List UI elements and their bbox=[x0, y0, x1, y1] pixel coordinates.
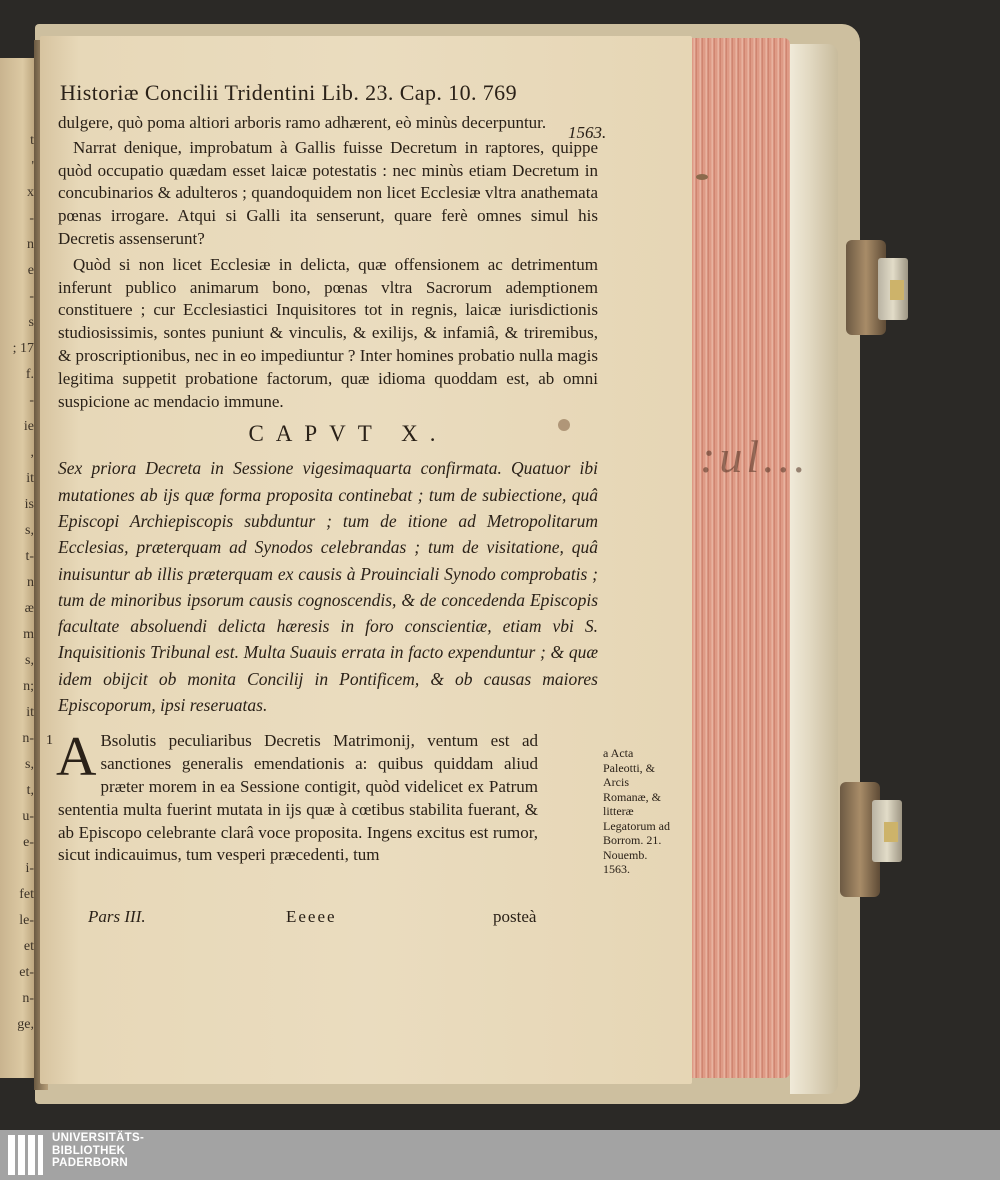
left-page-text-fragments bbox=[0, 58, 38, 1078]
left-page-fragment: n; bbox=[23, 679, 34, 694]
body-paragraph: Bsolutis peculiaribus Decretis Matrimonij, ventum est ad sanctiones generalis emendationis a: quibus quiddam aliud præter morem in ea Sessione contigit, quòd videlicet ex Patrum sententia multa fuerint mutata in ijs quæ à cœtibus stabilita fuerant, & ab Episcopo celebrante clarâ voce proposita. Ingens excitus est rumor, sicut indicauimus, tum vesperi præcedenti, tum bbox=[58, 731, 538, 865]
left-page-fragment: e bbox=[27, 263, 34, 278]
left-page-fragment: it bbox=[26, 471, 34, 486]
catchword: posteà bbox=[493, 907, 537, 926]
left-page-fragment: s bbox=[28, 315, 34, 330]
left-page-fragment: t- bbox=[25, 549, 34, 564]
margin-note: a Acta Paleotti, & Arcis Romanæ, & litteræ Legatorum ad Borrom. 21. Nouemb. 1563. bbox=[603, 746, 670, 877]
left-page-fragment: , bbox=[30, 445, 34, 460]
left-page-fragment: - bbox=[29, 289, 34, 304]
left-page-fragment: e- bbox=[23, 835, 34, 850]
left-page-fragment: fet bbox=[19, 887, 34, 902]
left-page-fragment: t, bbox=[26, 783, 34, 798]
left-page-fragment: s, bbox=[25, 653, 34, 668]
left-page-fragment: et bbox=[23, 939, 34, 954]
lower-clasp bbox=[840, 782, 880, 897]
left-page-fragment: i- bbox=[25, 861, 34, 876]
left-page-fragment: s, bbox=[25, 757, 34, 772]
page-text bbox=[46, 80, 670, 877]
left-page-fragment: æ bbox=[24, 601, 34, 616]
left-page-fragment: n- bbox=[22, 991, 34, 1006]
logo-line: UNIVERSITÄTS- bbox=[52, 1132, 145, 1144]
gathering-signature: Eeeee bbox=[286, 907, 337, 926]
left-page-fragment: - bbox=[29, 393, 34, 408]
left-page-fragment: le- bbox=[19, 913, 34, 928]
left-page bbox=[0, 58, 38, 1078]
left-page-fragment: n bbox=[27, 575, 34, 590]
upper-clasp bbox=[846, 240, 886, 335]
signature-mark: Pars III. bbox=[88, 907, 146, 926]
page-fore-edge bbox=[690, 38, 790, 1078]
left-page-fragment: n bbox=[27, 237, 34, 252]
left-page-fragment: ie bbox=[23, 419, 34, 434]
margin-year: 1563. bbox=[568, 123, 607, 142]
paragraph: Narrat denique, improbatum à Gallis fuisse Decretum in raptores, quippe quòd occupatio quædam esset laicæ potestatis : nec minùs etiam Decretum in concubinarios & adulteros ; quandoquidem non licet Ecclesiæ vltra anathemata pœnas irrogare. Atqui si Galli ita senserunt, quare ferè omnes simul his Decretis assenserunt? bbox=[58, 137, 598, 248]
left-page-fragment: ge, bbox=[17, 1017, 34, 1032]
left-page-fragment: ' bbox=[31, 159, 34, 174]
paragraph: dulgere, quò poma altiori arboris ramo adhærent, eò minùs decerpuntur. bbox=[58, 113, 547, 132]
drop-capital: A bbox=[56, 726, 97, 789]
chapter-body bbox=[46, 726, 670, 877]
logo-line: BIBLIOTHEK bbox=[52, 1144, 126, 1157]
left-page-fragment: it bbox=[26, 705, 34, 720]
logo-line: PADERBORN bbox=[52, 1157, 128, 1169]
section-number: 1 bbox=[46, 733, 53, 749]
running-header: Historiæ Concilii Tridentini Lib. 23. Cap. 10. 769 bbox=[60, 80, 517, 105]
left-page-fragment: n- bbox=[22, 731, 34, 746]
left-page-fragment: et- bbox=[19, 965, 34, 980]
left-page-fragment: - bbox=[29, 211, 34, 226]
paragraph: Quòd si non licet Ecclesiæ in delicta, quæ offensionem ac detrimentum inferunt publico animarum bono, pœnas vltra Sacrorum ademptionem constituere ; cur Ecclesiastici Inquisitores tot in regnis, laicæ iurisdictionis studiosissimis, sontes puniunt & vinculis, & exilijs, & infamiâ, & triremibus, & proscriptionibus, nec in eo impediuntur ? Inter homines probatio nulla magis legitima suppetit probatione factorum, quæ idioma quoddam est, ab omni suspicione ac mendacio immune. bbox=[58, 254, 598, 411]
library-logo-icon bbox=[6, 1133, 50, 1177]
left-page-fragment: m bbox=[23, 627, 34, 642]
left-page-fragment: s, bbox=[25, 523, 34, 538]
ink-bleed-mark: :ul... bbox=[700, 431, 810, 482]
left-page-fragment: ; 17 bbox=[12, 341, 34, 356]
left-page-fragment: t bbox=[30, 133, 34, 148]
left-page-fragment: is bbox=[24, 497, 34, 512]
left-page-fragment: u- bbox=[22, 809, 34, 824]
book-cover-edge bbox=[790, 44, 838, 1094]
left-page-fragment: x bbox=[27, 185, 34, 200]
left-page-fragment: f. bbox=[25, 367, 34, 382]
chapter-summary: Sex priora Decreta in Sessione vigesimaquarta confirmata. Quatuor ibi mutationes ab ijs quæ forma proposita continebat ; tum de subiectione, quâ Episcopi Archiepiscopis subduntur ; tum de itione ad Metropolitarum Ecclesias, præterquam ad Synodos celebrandas ; tum de visitatione, quâ inuisuntur ab illis præterquam ex causis à Prouinciali Synodo comprobatis ; tum de minoribus ipsorum causis cognoscendis, & de concedenda Episcopis facultate absoluendi delicta hæresis in foro conscientiæ, etiam vbi S. Inquisitionis Tribunal est. Multa Suauis errata in facto expenduntur ; & quæ idem obijcit ob monita Concilij in Pontificem, & ob causas maiores Episcoporum, ipsi reseruatas. bbox=[58, 458, 598, 716]
stain-mark bbox=[696, 174, 708, 180]
chapter-heading: CAPVT X. bbox=[248, 421, 448, 447]
library-banner bbox=[0, 1130, 1000, 1180]
library-logo-text bbox=[52, 1132, 144, 1170]
